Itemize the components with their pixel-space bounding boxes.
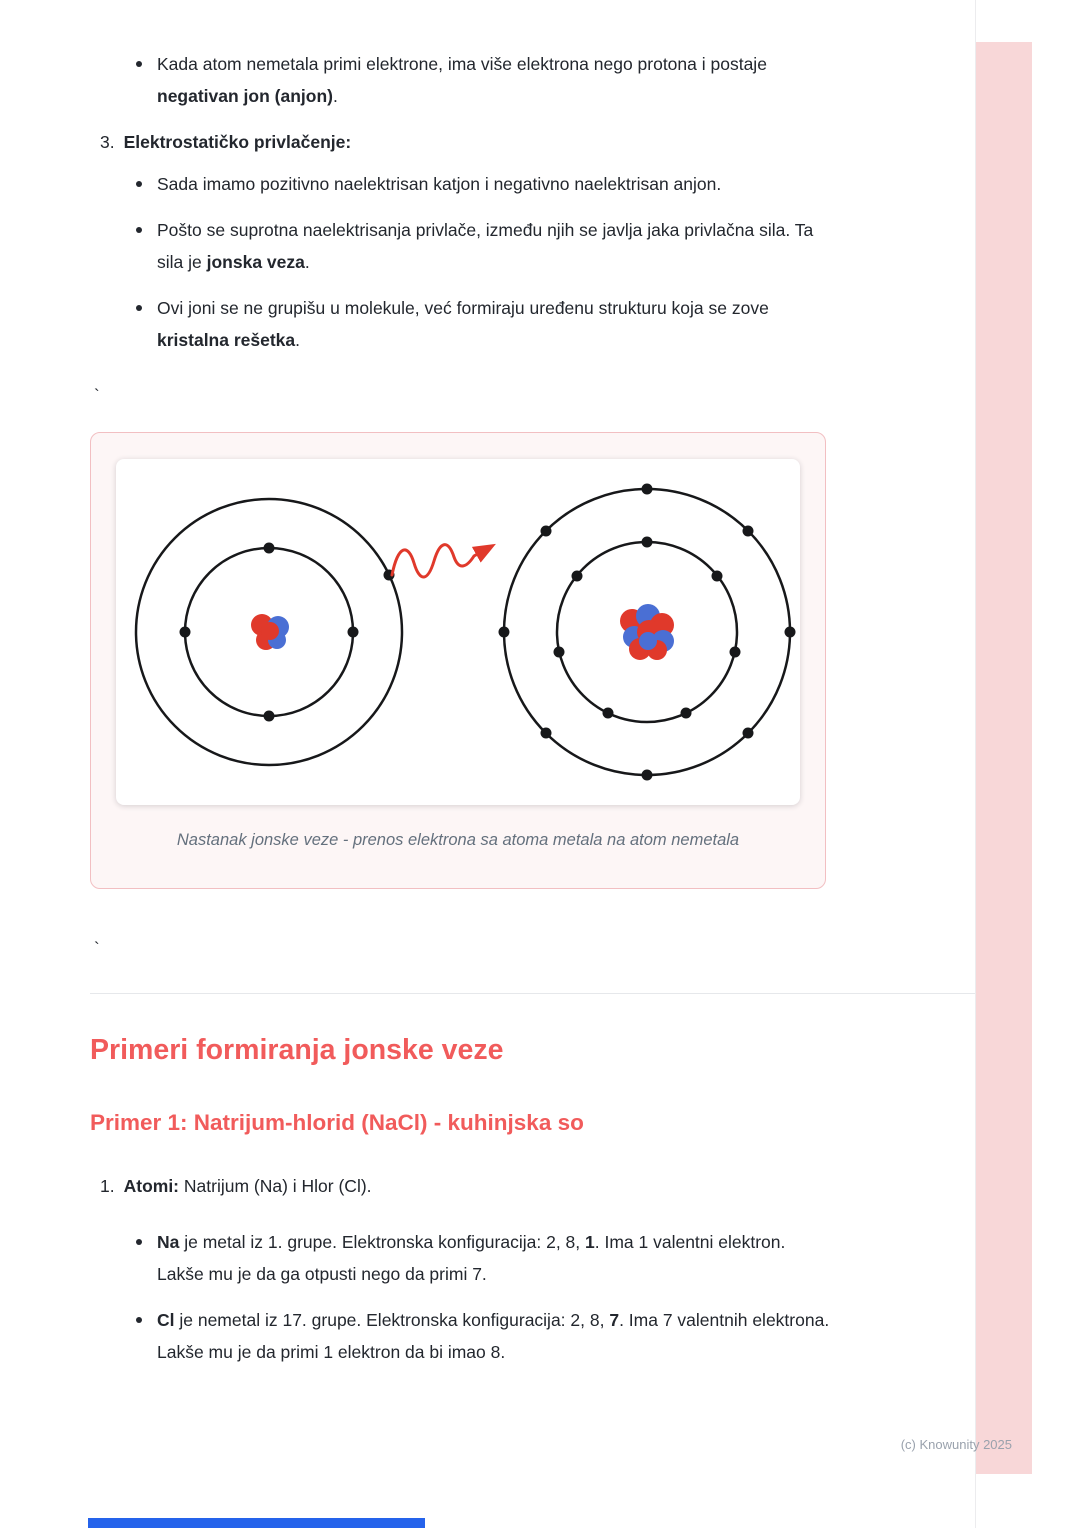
bullet-item: Cl je nemetal iz 17. grupe. Elektronska konfiguracija: 2, 8, 7. Ima 7 valentnih elektrona. Lakše mu je da primi 1 elektron da bi imao 8. bbox=[90, 1304, 830, 1368]
copyright-footer: (c) Knowunity 2025 bbox=[900, 1437, 1012, 1452]
section-heading: Primeri formiranja jonske veze bbox=[90, 1034, 504, 1066]
nucleus bbox=[620, 604, 674, 660]
document-content bbox=[90, 0, 836, 1382]
bullet-item: Na je metal iz 1. grupe. Elektronska konfiguracija: 2, 8, 1. Ima 1 valentni elektron. Lakše mu je da ga otpusti nego da primi 7. bbox=[90, 1226, 830, 1290]
stray-backtick: ` bbox=[94, 939, 100, 958]
metal-atom bbox=[136, 499, 402, 765]
stray-backtick: ` bbox=[94, 386, 100, 405]
item-3-bullet-list bbox=[90, 168, 836, 356]
nonmetal-atom bbox=[499, 484, 796, 781]
section-divider bbox=[90, 993, 975, 994]
nucleus bbox=[251, 614, 289, 650]
example-bullet-list bbox=[90, 1226, 836, 1368]
numbered-item-1 bbox=[90, 1170, 830, 1202]
electron-transfer-arrow bbox=[392, 545, 492, 577]
list-number: 1. bbox=[100, 1176, 115, 1196]
ionic-bond-figure bbox=[90, 432, 826, 889]
numbered-item-text: Atomi: Natrijum (Na) i Hlor (Cl). bbox=[123, 1176, 372, 1196]
carryover-bullet-list bbox=[90, 48, 836, 112]
bullet-item: Pošto se suprotna naelektrisanja privlače, između njih se javlja jaka privlačna sila. Ta sila je jonska veza. bbox=[90, 214, 830, 278]
right-pink-stripe bbox=[976, 42, 1032, 1474]
figure-caption: Nastanak jonske veze - prenos elektrona sa atoma metala na atom nemetala bbox=[176, 831, 740, 849]
ionic-bond-diagram bbox=[116, 459, 800, 805]
bullet-item: Sada imamo pozitivno naelektrisan katjon i negativno naelektrisan anjon. bbox=[90, 168, 830, 200]
bullet-item: Kada atom nemetala primi elektrone, ima više elektrona nego protona i postaje negativan jon (anjon). bbox=[90, 48, 830, 112]
list-number: 3. bbox=[100, 132, 115, 152]
diagram-card bbox=[116, 459, 800, 805]
bullet-item: Ovi joni se ne grupišu u molekule, već formiraju uređenu strukturu koja se zove kristalna rešetka. bbox=[90, 292, 830, 356]
bottom-blue-bar bbox=[88, 1518, 425, 1528]
example-subheading: Primer 1: Natrijum-hlorid (NaCl) - kuhinjska so bbox=[90, 1110, 584, 1135]
numbered-item-title: Elektrostatičko privlačenje: bbox=[123, 132, 352, 152]
numbered-item-3 bbox=[90, 126, 830, 158]
